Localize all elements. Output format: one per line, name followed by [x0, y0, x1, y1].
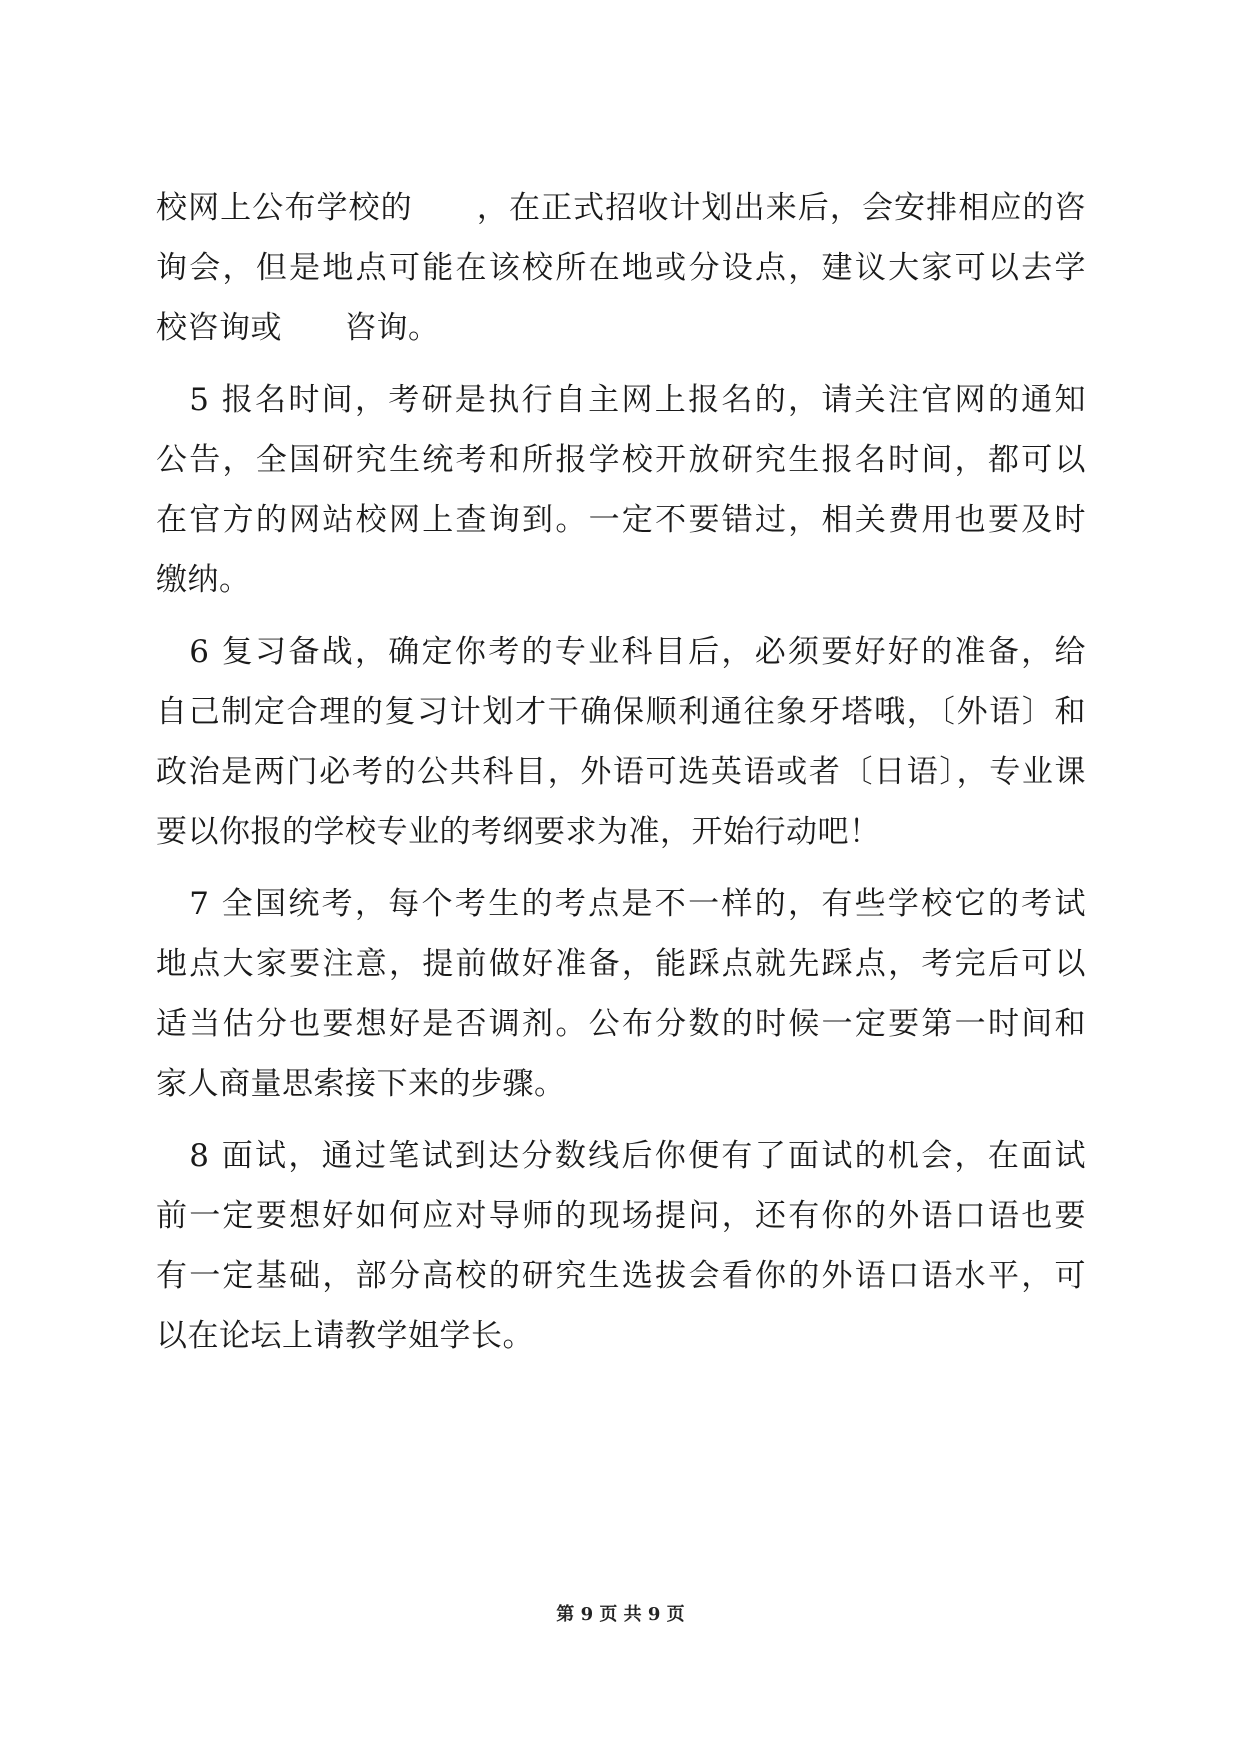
text-line: 自己制定合理的复习计划才干确保顺利通往象牙塔哦，〔外语〕和 — [156, 694, 1086, 730]
text-line: 在官方的网站校网上查询到。一定不要错过，相关费用也要及时 — [156, 502, 1086, 538]
paragraph-step-5 — [156, 370, 1086, 610]
text-line: 地点大家要注意，提前做好准备，能踩点就先踩点，考完后可以 — [156, 946, 1086, 982]
text-line: 5 报名时间，考研是执行自主网上报名的，请关注官网的通知 — [156, 382, 1086, 418]
text-line: 6 复习备战，确定你考的专业科目后，必须要好好的准备，给 — [156, 634, 1086, 670]
text-line: 缴纳。 — [156, 562, 251, 598]
text-line: 适当估分也要想好是否调剂。公布分数的时候一定要第一时间和 — [156, 1006, 1086, 1042]
page-number-footer: 第 9 页 共 9 页 — [556, 1604, 685, 1625]
text-line: 8 面试，通过笔试到达分数线后你便有了面试的机会，在面试 — [156, 1138, 1086, 1174]
text-line: 以在论坛上请教学姐学长。 — [156, 1318, 534, 1354]
text-line: 有一定基础，部分高校的研究生选拔会看你的外语口语水平，可 — [156, 1258, 1086, 1294]
text-line: 家人商量思索接下来的步骤。 — [156, 1066, 566, 1102]
text-line: 政治是两门必考的公共科目，外语可选英语或者〔日语〕，专业课 — [156, 754, 1086, 790]
text-line: 前一定要想好如何应对导师的现场提问，还有你的外语口语也要 — [156, 1198, 1086, 1234]
document-body — [156, 178, 1086, 1366]
paragraph-step-6 — [156, 622, 1086, 862]
paragraph-intro — [156, 178, 1086, 358]
paragraph-step-8 — [156, 1126, 1086, 1366]
text-line: 校咨询或 咨询。 — [156, 310, 440, 346]
text-line: 要以你报的学校专业的考纲要求为准，开始行动吧！ — [156, 814, 881, 850]
text-line: 询会，但是地点可能在该校所在地或分设点，建议大家可以去学 — [156, 250, 1086, 286]
text-line: 校网上公布学校的 ，在正式招收计划出来后，会安排相应的咨 — [156, 190, 1086, 226]
text-line: 公告，全国研究生统考和所报学校开放研究生报名时间，都可以 — [156, 442, 1086, 478]
text-line: 7 全国统考，每个考生的考点是不一样的，有些学校它的考试 — [156, 886, 1086, 922]
paragraph-step-7 — [156, 874, 1086, 1114]
